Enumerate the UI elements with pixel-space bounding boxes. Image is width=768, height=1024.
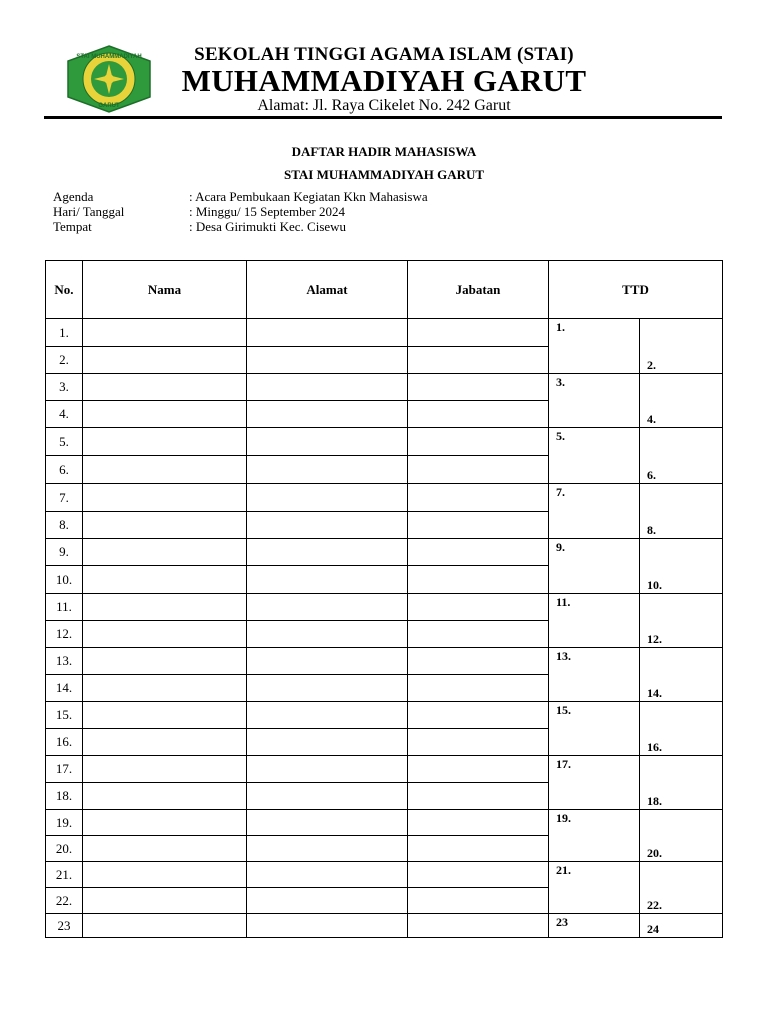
jabatan-cell: [408, 374, 549, 401]
signature-cell: 13.: [549, 648, 640, 702]
jabatan-cell: [408, 702, 549, 729]
info-row-place: [53, 219, 428, 234]
jabatan-cell: [408, 888, 549, 914]
alamat-cell: [247, 783, 408, 810]
table-row: [46, 594, 723, 621]
info-value: : Desa Girimukti Kec. Cisewu: [189, 219, 347, 234]
alamat-cell: [247, 914, 408, 938]
table-row: [46, 862, 723, 888]
signature-cell: 19.: [549, 810, 640, 862]
table-row: [46, 484, 723, 512]
alamat-cell: [247, 566, 408, 594]
info-row-date: [53, 204, 428, 219]
nama-cell: [83, 456, 247, 484]
jabatan-cell: [408, 914, 549, 938]
jabatan-cell: [408, 621, 549, 648]
signature-cell: 9.: [549, 539, 640, 594]
table-row: [46, 539, 723, 566]
jabatan-cell: [408, 648, 549, 675]
header-divider: [44, 116, 722, 119]
row-number: 22.: [46, 888, 83, 914]
attendance-table: [45, 260, 723, 938]
signature-cell: 12.: [640, 594, 723, 648]
alamat-cell: [247, 675, 408, 702]
jabatan-cell: [408, 347, 549, 374]
column-header-jabatan: Jabatan: [408, 261, 549, 319]
nama-cell: [83, 566, 247, 594]
jabatan-cell: [408, 594, 549, 621]
table-row: [46, 648, 723, 675]
row-number: 11.: [46, 594, 83, 621]
row-number: 16.: [46, 729, 83, 756]
institution-name: SEKOLAH TINGGI AGAMA ISLAM (STAI): [194, 44, 574, 65]
alamat-cell: [247, 648, 408, 675]
signature-cell: 11.: [549, 594, 640, 648]
row-number: 8.: [46, 512, 83, 539]
jabatan-cell: [408, 566, 549, 594]
table-row: [46, 756, 723, 783]
nama-cell: [83, 648, 247, 675]
row-number: 13.: [46, 648, 83, 675]
table-row: [46, 319, 723, 347]
row-number: 23: [46, 914, 83, 938]
row-number: 10.: [46, 566, 83, 594]
row-number: 18.: [46, 783, 83, 810]
signature-cell: 17.: [549, 756, 640, 810]
alamat-cell: [247, 836, 408, 862]
column-header-no: No.: [46, 261, 83, 319]
jabatan-cell: [408, 428, 549, 456]
jabatan-cell: [408, 539, 549, 566]
signature-cell: 10.: [640, 539, 723, 594]
document-title: DAFTAR HADIR MAHASISWA: [291, 144, 477, 159]
info-value: : Minggu/ 15 September 2024: [189, 204, 345, 219]
jabatan-cell: [408, 810, 549, 836]
row-number: 4.: [46, 401, 83, 428]
signature-cell: 20.: [640, 810, 723, 862]
jabatan-cell: [408, 756, 549, 783]
nama-cell: [83, 594, 247, 621]
row-number: 9.: [46, 539, 83, 566]
signature-cell: 21.: [549, 862, 640, 914]
jabatan-cell: [408, 456, 549, 484]
nama-cell: [83, 539, 247, 566]
alamat-cell: [247, 319, 408, 347]
alamat-cell: [247, 539, 408, 566]
alamat-cell: [247, 347, 408, 374]
info-row-agenda: [53, 189, 428, 204]
row-number: 21.: [46, 862, 83, 888]
alamat-cell: [247, 702, 408, 729]
nama-cell: [83, 401, 247, 428]
signature-cell: 7.: [549, 484, 640, 539]
row-number: 20.: [46, 836, 83, 862]
signature-cell: 15.: [549, 702, 640, 756]
nama-cell: [83, 888, 247, 914]
row-number: 2.: [46, 347, 83, 374]
table-header-row: [46, 261, 723, 319]
row-number: 1.: [46, 319, 83, 347]
table-row: [46, 374, 723, 401]
svg-text:GARUT: GARUT: [98, 103, 120, 109]
nama-cell: [83, 512, 247, 539]
row-number: 5.: [46, 428, 83, 456]
alamat-cell: [247, 512, 408, 539]
signature-cell: 3.: [549, 374, 640, 428]
nama-cell: [83, 756, 247, 783]
row-number: 14.: [46, 675, 83, 702]
nama-cell: [83, 675, 247, 702]
nama-cell: [83, 729, 247, 756]
jabatan-cell: [408, 484, 549, 512]
nama-cell: [83, 484, 247, 512]
alamat-cell: [247, 484, 408, 512]
alamat-cell: [247, 888, 408, 914]
alamat-cell: [247, 729, 408, 756]
nama-cell: [83, 702, 247, 729]
jabatan-cell: [408, 836, 549, 862]
signature-cell: 16.: [640, 702, 723, 756]
jabatan-cell: [408, 512, 549, 539]
jabatan-cell: [408, 401, 549, 428]
nama-cell: [83, 914, 247, 938]
alamat-cell: [247, 756, 408, 783]
table-row: [46, 702, 723, 729]
alamat-cell: [247, 810, 408, 836]
table-row: [46, 810, 723, 836]
event-info: [53, 189, 428, 234]
column-header-alamat: Alamat: [247, 261, 408, 319]
nama-cell: [83, 347, 247, 374]
signature-cell: 4.: [640, 374, 723, 428]
row-number: 17.: [46, 756, 83, 783]
jabatan-cell: [408, 862, 549, 888]
nama-cell: [83, 319, 247, 347]
nama-cell: [83, 810, 247, 836]
alamat-cell: [247, 456, 408, 484]
row-number: 3.: [46, 374, 83, 401]
info-label: Agenda: [53, 189, 94, 204]
alamat-cell: [247, 428, 408, 456]
alamat-cell: [247, 594, 408, 621]
institution-address: Alamat: Jl. Raya Cikelet No. 242 Garut: [257, 97, 511, 114]
jabatan-cell: [408, 729, 549, 756]
row-number: 15.: [46, 702, 83, 729]
document-subtitle: STAI MUHAMMADIYAH GARUT: [283, 167, 485, 182]
nama-cell: [83, 374, 247, 401]
signature-cell: 2.: [640, 319, 723, 374]
signature-cell: 18.: [640, 756, 723, 810]
info-label: Hari/ Tanggal: [53, 204, 125, 219]
signature-cell: 8.: [640, 484, 723, 539]
svg-text:STAI MUHAMMADIYAH: STAI MUHAMMADIYAH: [76, 54, 142, 60]
signature-cell: 6.: [640, 428, 723, 484]
signature-cell: 24: [640, 914, 723, 938]
row-number: 7.: [46, 484, 83, 512]
row-number: 12.: [46, 621, 83, 648]
table-row: [46, 914, 723, 938]
row-number: 19.: [46, 810, 83, 836]
nama-cell: [83, 836, 247, 862]
info-value: : Acara Pembukaan Kegiatan Kkn Mahasiswa: [189, 189, 428, 204]
alamat-cell: [247, 401, 408, 428]
alamat-cell: [247, 621, 408, 648]
nama-cell: [83, 783, 247, 810]
nama-cell: [83, 862, 247, 888]
signature-cell: 5.: [549, 428, 640, 484]
info-label: Tempat: [53, 219, 92, 234]
jabatan-cell: [408, 319, 549, 347]
jabatan-cell: [408, 783, 549, 810]
signature-cell: 14.: [640, 648, 723, 702]
institution-title: MUHAMMADIYAH GARUT: [181, 63, 587, 98]
column-header-ttd: TTD: [549, 261, 723, 319]
jabatan-cell: [408, 675, 549, 702]
attendance-body: [46, 319, 723, 938]
alamat-cell: [247, 862, 408, 888]
table-row: [46, 428, 723, 456]
alamat-cell: [247, 374, 408, 401]
row-number: 6.: [46, 456, 83, 484]
signature-cell: 1.: [549, 319, 640, 374]
nama-cell: [83, 621, 247, 648]
signature-cell: 23: [549, 914, 640, 938]
signature-cell: 22.: [640, 862, 723, 914]
column-header-nama: Nama: [83, 261, 247, 319]
nama-cell: [83, 428, 247, 456]
